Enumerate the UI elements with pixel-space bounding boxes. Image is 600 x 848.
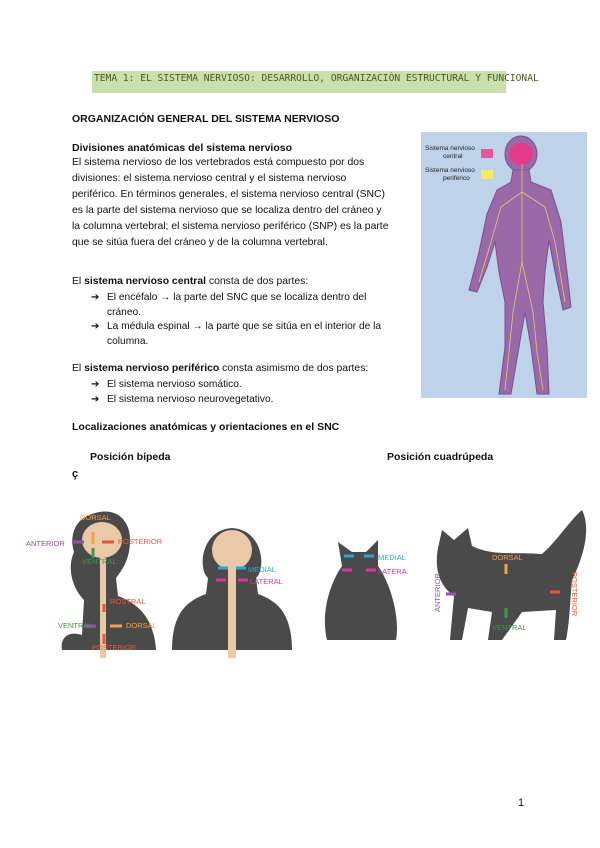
label-medial: MEDIAL <box>248 565 276 574</box>
para-line: que se sitúa fuera del cráneo y de la columna vertebral. <box>72 237 328 248</box>
cat-standing-silhouette <box>437 510 586 640</box>
label-ventral-body: VENTRAL <box>58 621 93 630</box>
human-side-silhouette <box>62 512 156 658</box>
label-caudal: POSTERIOR <box>92 643 137 652</box>
label-posicion-bipeda: Posición bípeda <box>90 451 171 463</box>
snp-intro-post: consta asimismo de dos partes: <box>219 363 369 374</box>
label-lateral-cat: LATERA <box>378 567 407 576</box>
stray-character: ç <box>72 468 79 480</box>
list-item <box>91 377 411 392</box>
label-cat-ventral: VENTRAL <box>492 623 527 632</box>
snc-intro <box>72 274 412 290</box>
arrow-bullet-icon: ➔ <box>91 394 100 405</box>
arrow-bullet-icon: ➔ <box>91 292 100 303</box>
list-item <box>91 392 411 407</box>
para-line: la columna vertebral; el sistema nervioso periférico (SNP) es la parte <box>72 221 389 232</box>
label-lateral: LATERAL <box>250 577 283 586</box>
page-number: 1 <box>518 797 525 809</box>
legend-swatch-central <box>481 149 493 158</box>
para-line: es la parte del sistema nervioso que se localiza dentro del cráneo y <box>72 205 382 216</box>
snp-intro-bold: sistema nervioso periférico <box>84 363 220 374</box>
list-item-text: El sistema nervioso neurovegetativo. <box>107 394 274 405</box>
legend-periferico-line1: Sistema nervioso <box>425 167 475 174</box>
list-item-text: La médula espinal → la parte que se sitúa en el interior de la <box>107 321 382 332</box>
list-item-text-cont: cráneo. <box>107 307 141 318</box>
orientation-illustrations <box>22 500 598 660</box>
snc-intro-post: consta de dos partes: <box>206 276 309 287</box>
paragraph-divisiones <box>72 155 412 251</box>
para-line: periférico. En términos generales, el sistema nervioso central (SNC) <box>72 189 385 200</box>
subheading-localizaciones: Localizaciones anatómicas y orientaciones en el SNC <box>72 421 340 433</box>
label-anterior: ANTERIOR <box>26 539 65 548</box>
page-title: TEMA 1: EL SISTEMA NERVIOSO: DESARROLLO, ORGANIZACIÓN ESTRUCTURAL Y FUNCIONAL <box>94 73 539 84</box>
label-medial-cat: MEDIAL <box>378 553 406 562</box>
human-body-illustration <box>421 132 587 398</box>
legend-central-line1: Sistema nervioso <box>425 145 475 152</box>
list-item <box>91 290 411 320</box>
label-posicion-cuadrupeda: Posición cuadrúpeda <box>387 451 494 463</box>
list-item <box>91 319 411 349</box>
list-item-text: El sistema nervioso somático. <box>107 379 242 390</box>
label-dorsal-body: DORSAL <box>126 621 157 630</box>
snc-intro-bold: sistema nervioso central <box>84 276 206 287</box>
snp-intro <box>72 361 412 377</box>
label-rostral: ROSTRAL <box>110 597 146 606</box>
arrow-bullet-icon: ➔ <box>91 379 100 390</box>
para-line: El sistema nervioso de los vertebrados está compuesto por dos <box>72 157 365 168</box>
arrow-bullet-icon: ➔ <box>91 321 100 332</box>
legend-central-line2: central <box>443 153 463 160</box>
label-posterior: POSTERIOR <box>118 537 163 546</box>
list-item-text: El encéfalo → la parte del SNC que se localiza dentro del <box>107 292 367 303</box>
legend-periferico-line2: periférico <box>443 175 470 182</box>
label-cat-dorsal: DORSAL <box>492 553 523 562</box>
label-dorsal: DORSAL <box>80 513 111 522</box>
nervous-system-figure <box>421 132 587 398</box>
list-item-text-cont: columna. <box>107 336 149 347</box>
section-heading: ORGANIZACIÓN GENERAL DEL SISTEMA NERVIOSO <box>72 113 340 125</box>
snc-intro-pre: El <box>72 276 85 287</box>
subheading-divisiones: Divisiones anatómicas del sistema nervioso <box>72 142 293 154</box>
legend-swatch-periferico <box>481 170 493 179</box>
human-back-silhouette <box>172 528 292 658</box>
label-ventral: VENTRAL <box>82 557 117 566</box>
label-cat-anterior: ANTERIOR <box>433 573 442 612</box>
snp-intro-pre: El <box>72 363 85 374</box>
para-line: divisiones: el sistema nervioso central y el sistema nervioso <box>72 173 347 184</box>
label-cat-posterior: POSTERIOR <box>570 572 579 617</box>
